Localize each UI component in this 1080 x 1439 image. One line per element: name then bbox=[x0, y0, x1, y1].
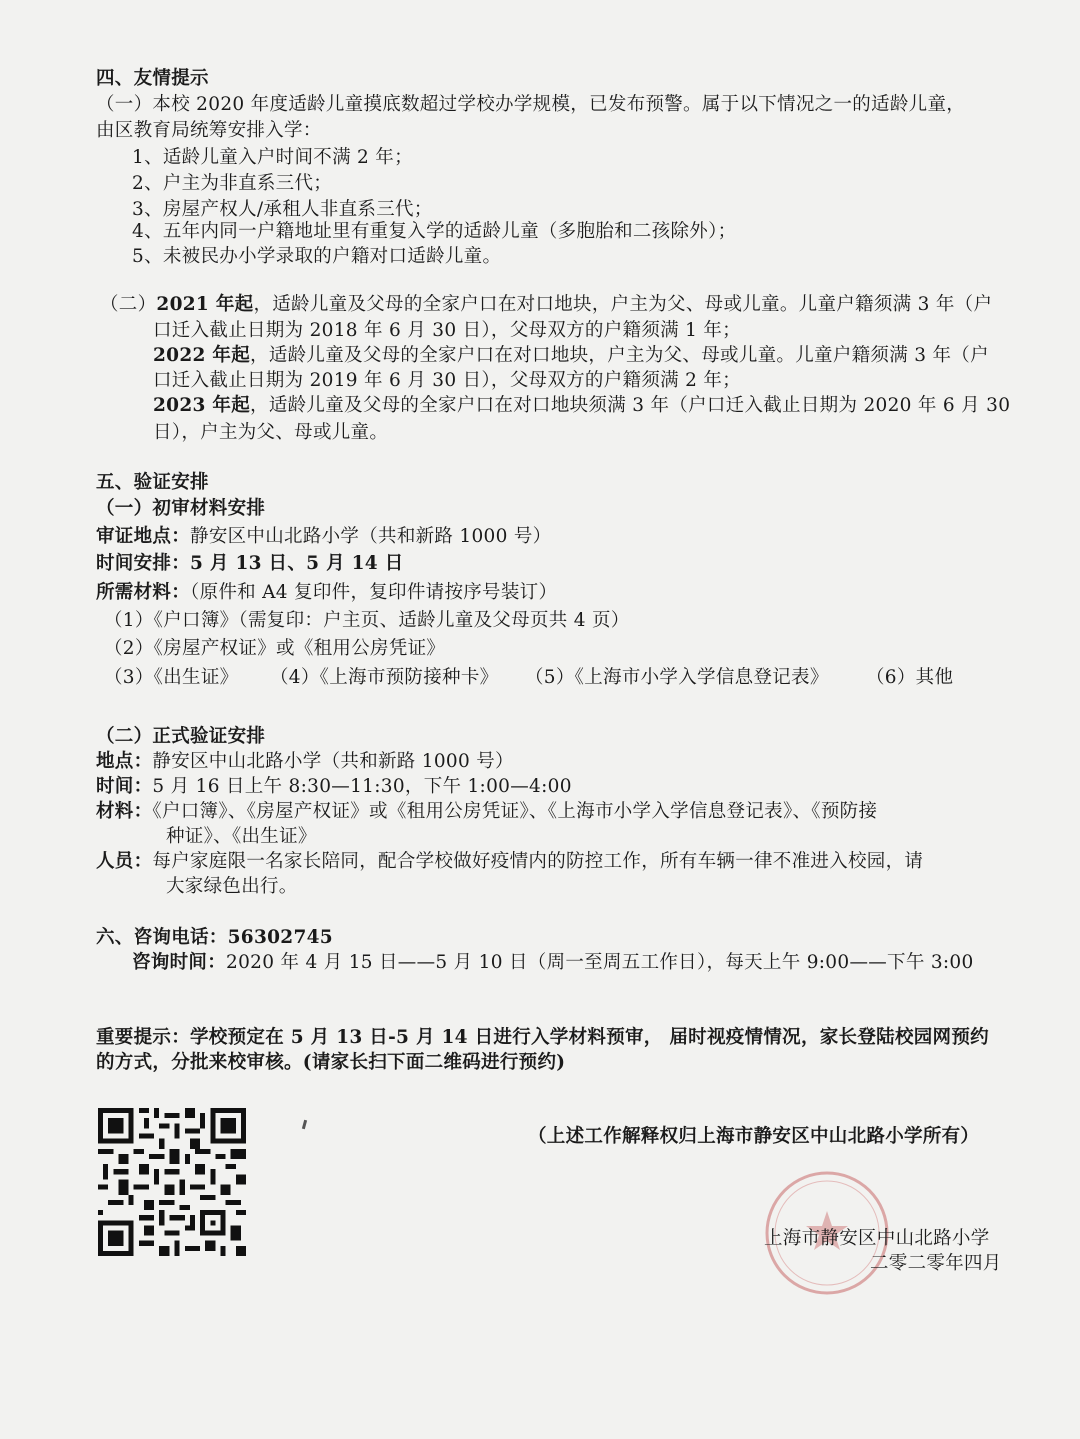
year-2023: 2023 年起 bbox=[153, 395, 251, 416]
notice-line2: 的方式，分批来校审核。(请家长扫下面二维码进行预约) bbox=[96, 1052, 566, 1073]
section5-sub2: （二）正式验证安排 bbox=[96, 726, 266, 747]
formal-materials-line2: 种证》、《出生证》 bbox=[166, 826, 317, 847]
review-place-value: 静安区中山北路小学（共和新路 1000 号） bbox=[190, 526, 552, 547]
formal-place-value: 静安区中山北路小学（共和新路 1000 号） bbox=[152, 751, 514, 772]
list-item: 5、未被民办小学录取的户籍对口适龄儿童。 bbox=[132, 246, 502, 267]
material-item: （6）其他 bbox=[866, 667, 954, 688]
section4-p2-2022-line1 bbox=[153, 343, 989, 368]
section4-heading: 四、友情提示 bbox=[96, 68, 209, 89]
section4-p2-2021-line1 bbox=[100, 292, 992, 317]
review-place-label: 审证地点： bbox=[96, 526, 191, 547]
section4-p1-line2: 由区教育局统筹安排入学： bbox=[96, 120, 322, 141]
material-item: （4）《上海市预防接种卡》 bbox=[270, 667, 499, 688]
p2-prefix: （二） bbox=[100, 294, 157, 315]
review-time-value: 5 月 13 日、5 月 14 日 bbox=[190, 553, 404, 574]
formal-materials-label: 材料： bbox=[96, 801, 153, 822]
section4-p2-2022-line2: 口迁入截止日期为 2019 年 6 月 30 日），父母双方的户籍须满 2 年； bbox=[153, 370, 741, 391]
material-item: （3）《出生证》 bbox=[104, 667, 239, 688]
review-place bbox=[96, 524, 551, 549]
formal-place bbox=[96, 749, 514, 774]
section6-heading: 六、咨询电话：56302745 bbox=[96, 927, 333, 948]
section4-p2-2021-line2: 口迁入截止日期为 2018 年 6 月 30 日），父母双方的户籍须满 1 年； bbox=[153, 320, 741, 341]
consult-hours-value: 2020 年 4 月 15 日——5 月 10 日（周一至周五工作日），每天上午 9:00——下午 3:00 bbox=[226, 952, 974, 973]
list-item: 4、五年内同一户籍地址里有重复入学的适龄儿童（多胞胎和二孩除外）； bbox=[132, 221, 737, 242]
list-item: 1、适龄儿童入户时间不满 2 年； bbox=[132, 147, 413, 168]
year-2022-text: ，适龄儿童及父母的全家户口在对口地块，户主为父、母或儿童。儿童户籍须满 3 年（户 bbox=[250, 345, 989, 366]
formal-time-label: 时间： bbox=[96, 776, 153, 797]
formal-materials-line1: 《户口簿》、《房屋产权证》或《租用公房凭证》、《上海市小学入学信息登记表》、《预防接 bbox=[152, 801, 878, 822]
material-item: （2）《房屋产权证》或《租用公房凭证》 bbox=[104, 638, 446, 659]
section5-sub1: （一）初审材料安排 bbox=[96, 498, 266, 519]
section5-heading: 五、验证安排 bbox=[96, 472, 209, 493]
formal-place-label: 地点： bbox=[96, 751, 153, 772]
material-item: （1）《户口簿》（需复印：户主页、适龄儿童及父母页共 4 页） bbox=[104, 610, 630, 631]
signature-date: 二零二零年四月 bbox=[870, 1253, 1002, 1274]
year-2022: 2022 年起 bbox=[153, 345, 251, 366]
formal-people-line1: 每户家庭限一名家长陪同，配合学校做好疫情内的防控工作，所有车辆一律不准进入校园，请 bbox=[152, 851, 924, 872]
formal-people-line2: 大家绿色出行。 bbox=[166, 876, 298, 897]
materials bbox=[96, 580, 557, 605]
year-2021-text: ，适龄儿童及父母的全家户口在对口地块，户主为父、母或儿童。儿童户籍须满 3 年（户 bbox=[253, 294, 993, 315]
list-item: 3、房屋产权人/承租人非直系三代； bbox=[132, 199, 433, 220]
disclaimer: （上述工作解释权归上海市静安区中山北路小学所有） bbox=[528, 1126, 980, 1147]
formal-people bbox=[96, 849, 923, 874]
review-time-label: 时间安排： bbox=[96, 553, 191, 574]
formal-materials bbox=[96, 799, 877, 824]
consult-hours-label: 咨询时间： bbox=[132, 952, 227, 973]
signature-school: 上海市静安区中山北路小学 bbox=[764, 1228, 990, 1249]
formal-time-value: 5 月 16 日上午 8:30—11:30，下午 1:00—4:00 bbox=[152, 776, 572, 797]
year-2023-text: ，适龄儿童及父母的全家户口在对口地块须满 3 年（户口迁入截止日期为 2020 年 6 月 30 bbox=[250, 395, 1011, 416]
qr-code[interactable] bbox=[98, 1108, 246, 1256]
section4-p1-line1: （一）本校 2020 年度适龄儿童摸底数超过学校办学规模，已发布预警。属于以下情况之一的适龄儿童， bbox=[96, 94, 966, 115]
materials-label: 所需材料： bbox=[96, 582, 191, 603]
materials-value: （原件和 A4 复印件，复印件请按序号装订） bbox=[190, 582, 558, 603]
review-time bbox=[96, 551, 404, 576]
section4-p2-2023-line1 bbox=[153, 393, 1010, 418]
formal-time bbox=[96, 774, 572, 799]
list-item: 2、户主为非直系三代； bbox=[132, 173, 333, 194]
year-2021: 2021 年起 bbox=[156, 294, 254, 315]
notice-line1: 重要提示：学校预定在 5 月 13 日-5 月 14 日进行入学材料预审， 届时视疫情情况，家长登陆校园网预约 bbox=[96, 1027, 989, 1048]
material-item: （5）《上海市小学入学信息登记表》 bbox=[525, 667, 829, 688]
formal-people-label: 人员： bbox=[96, 851, 153, 872]
stray-mark bbox=[302, 1120, 307, 1129]
consult-hours bbox=[132, 950, 974, 975]
section4-p2-2023-line2: 日），户主为父、母或儿童。 bbox=[153, 422, 389, 443]
